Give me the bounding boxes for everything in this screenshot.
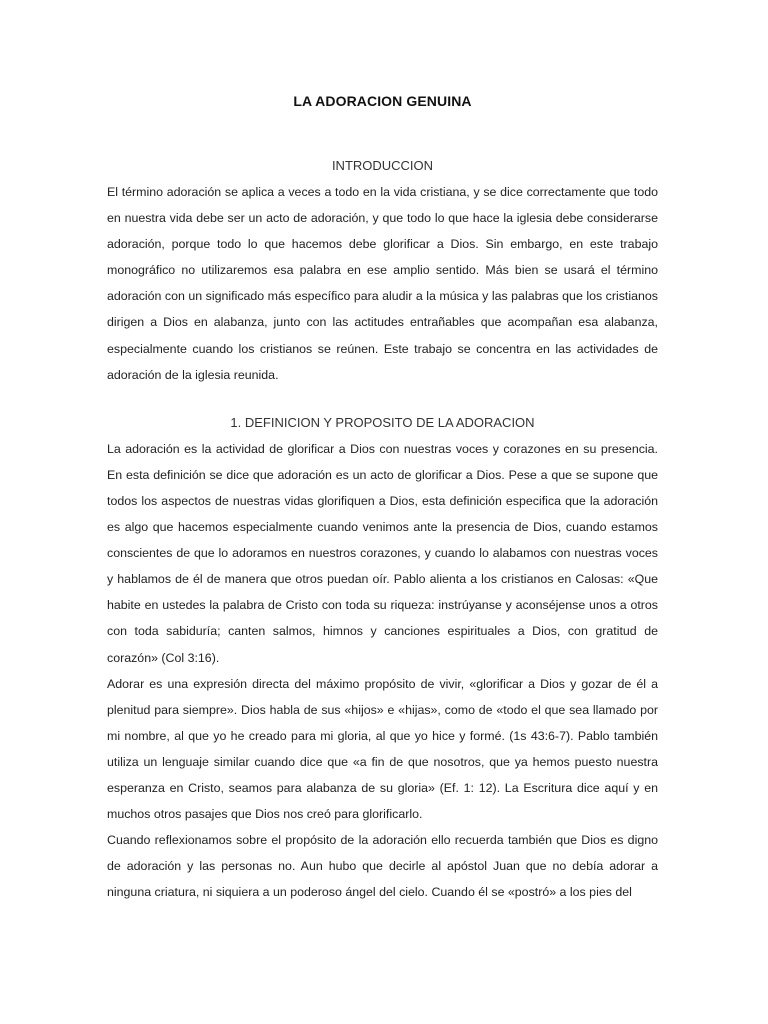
section-1-paragraph-3: Cuando reflexionamos sobre el propósito de la adoración ello recuerda también que Dios es digno de adoración y las personas no. Aun hubo que decirle al apóstol Juan que no debía adorar a ninguna criatura, ni siquiera a un poderoso ángel del cielo. Cuando él se «postró» a los pies del [107, 833, 658, 900]
introduction-heading: INTRODUCCION [331, 158, 434, 173]
section-1-paragraph-1: La adoración es la actividad de glorificar a Dios con nuestras voces y corazones en su presencia. En esta definición se dice que adoración es un acto de glorificar a Dios. Pese a que se supone que todos los aspectos de nuestras vidas glorifiquen a Dios, esta definición especifica que la adoración es algo que hacemos especialmente cuando venimos ante la presencia de Dios, cuando estamos conscientes de que lo adoramos en nuestros corazones, y cuando lo alabamos con nuestras voces y hablamos de él de manera que otros puedan oír. Pablo alienta a los cristianos en Calosas: «Que habite en ustedes la palabra de Cristo con toda su riqueza: instrúyanse y aconséjense unos a otros con toda sabiduría; canten salmos, himnos y canciones espirituales a Dios, con gratitud de corazón» (Col 3:16). [107, 441, 658, 665]
introduction-paragraph: El término adoración se aplica a veces a todo en la vida cristiana, y se dice correctamente que todo en nuestra vida debe ser un acto de adoración, y que todo lo que hace la iglesia debe considerarse adoración, porque todo lo que hacemos debe glorificar a Dios. Sin embargo, en este trabajo monográfico no utilizaremos esa palabra en ese amplio sentido. Más bien se usará el término adoración con un significado más específico para aludir a la música y las palabras que los cristianos dirigen a Dios en alabanza, junto con las actitudes entrañables que acompañan esa alabanza, especialmente cuando los cristianos se reúnen. Este trabajo se concentra en las actividades de adoración de la iglesia reunida. [107, 185, 658, 382]
section-1-paragraph-2: Adorar es una expresión directa del máximo propósito de vivir, «glorificar a Dios y gozar de él a plenitud para siempre». Dios habla de sus «hijos» e «hijas», como de «todo el que sea llamado por mi nombre, al que yo he creado para mi gloria, al que yo hice y formé. (1s 43:6-7). Pablo también utiliza un lenguaje similar cuando dice que «a fin de que nosotros, que ya hemos puesto nuestra esperanza en Cristo, seamos para alabanza de su gloria» (Ef. 1: 12). La Escritura dice aquí y en muchos otros pasajes que Dios nos creó para glorificarlo. [107, 676, 658, 822]
document-title: LA ADORACION GENUINA [293, 93, 472, 109]
section-1-heading: 1. DEFINICION Y PROPOSITO DE LA ADORACION [230, 414, 535, 430]
